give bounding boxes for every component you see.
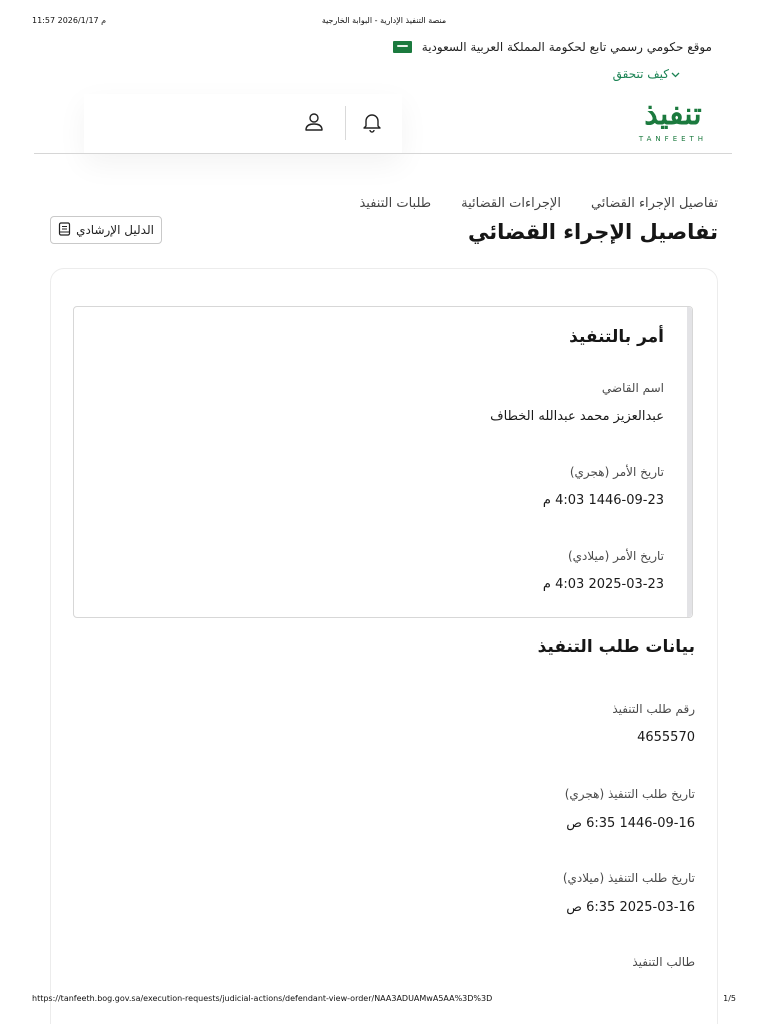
- header-divider: [34, 153, 732, 154]
- chevron-down-icon: [671, 70, 680, 81]
- header-toolbar: [84, 94, 402, 154]
- order-box-accent: [687, 307, 692, 617]
- order-date-hijri-value: 1446-09-23 4:03 م: [542, 493, 664, 508]
- print-datetime: 11:57 2026/1/17 م: [32, 16, 107, 25]
- order-title: أمر بالتنفيذ: [569, 327, 664, 347]
- execution-order-box: [73, 306, 693, 618]
- judge-name-label: اسم القاضي: [601, 381, 664, 395]
- gov-banner: [393, 40, 712, 54]
- user-profile-button[interactable]: [294, 104, 334, 144]
- gov-banner-text: موقع حكومي رسمي تابع لحكومة المملكة العربية السعودية: [421, 40, 712, 54]
- print-footer: [32, 994, 736, 1008]
- order-date-gregorian-value: 2025-03-23 4:03 م: [542, 577, 664, 592]
- breadcrumb-item-execution-requests[interactable]: طلبات التنفيذ: [359, 196, 432, 211]
- breadcrumb-item-current: تفاصيل الإجراء القضائي: [590, 196, 718, 211]
- verify-link[interactable]: [613, 67, 680, 81]
- requester-label: طالب التنفيذ: [632, 955, 695, 969]
- guide-book-icon: [58, 222, 71, 239]
- request-section: [73, 630, 695, 980]
- print-page-number: 1/5: [723, 994, 736, 1003]
- page-title: تفاصيل الإجراء القضائي: [468, 220, 718, 244]
- user-icon: [303, 111, 325, 137]
- request-date-gregorian-value: 2025-03-16 6:35 ص: [566, 900, 695, 915]
- logo-english: TANFEETH: [638, 135, 708, 143]
- bell-icon: [361, 111, 383, 137]
- request-date-hijri-label: تاريخ طلب التنفيذ (هجري): [564, 787, 695, 801]
- request-date-gregorian-label: تاريخ طلب التنفيذ (ميلادي): [562, 871, 695, 885]
- guide-button-label: الدليل الإرشادي: [76, 223, 154, 237]
- notifications-button[interactable]: [352, 104, 392, 144]
- judge-name-value: عبدالعزيز محمد عبدالله الخطاف: [490, 409, 664, 424]
- logo-arabic: تنفيذ: [644, 97, 702, 132]
- request-title: بيانات طلب التنفيذ: [537, 637, 695, 657]
- breadcrumb-item-judicial-actions[interactable]: الإجراءات القضائية: [461, 196, 561, 211]
- print-page-title: منصة التنفيذ الإدارية - البوابة الخارجية: [321, 16, 447, 25]
- request-number-label: رقم طلب التنفيذ: [612, 702, 695, 716]
- toolbar-divider: [345, 106, 346, 140]
- guide-button[interactable]: [50, 216, 162, 244]
- print-url: https://tanfeeth.bog.gov.sa/execution-requests/judicial-actions/defendant-view-order/NAA3ADUAMwA5AA%3D%3D: [32, 994, 493, 1003]
- request-number-value: 4655570: [637, 730, 695, 745]
- print-header: [32, 16, 736, 30]
- saudi-flag-icon: [393, 41, 412, 53]
- breadcrumb: [359, 196, 718, 211]
- request-date-hijri-value: 1446-09-16 6:35 ص: [566, 816, 695, 831]
- tanfeeth-logo[interactable]: [628, 96, 718, 148]
- verify-link-label: كيف تتحقق: [612, 67, 669, 81]
- order-date-gregorian-label: تاريخ الأمر (ميلادي): [567, 549, 664, 563]
- order-date-hijri-label: تاريخ الأمر (هجري): [569, 465, 664, 479]
